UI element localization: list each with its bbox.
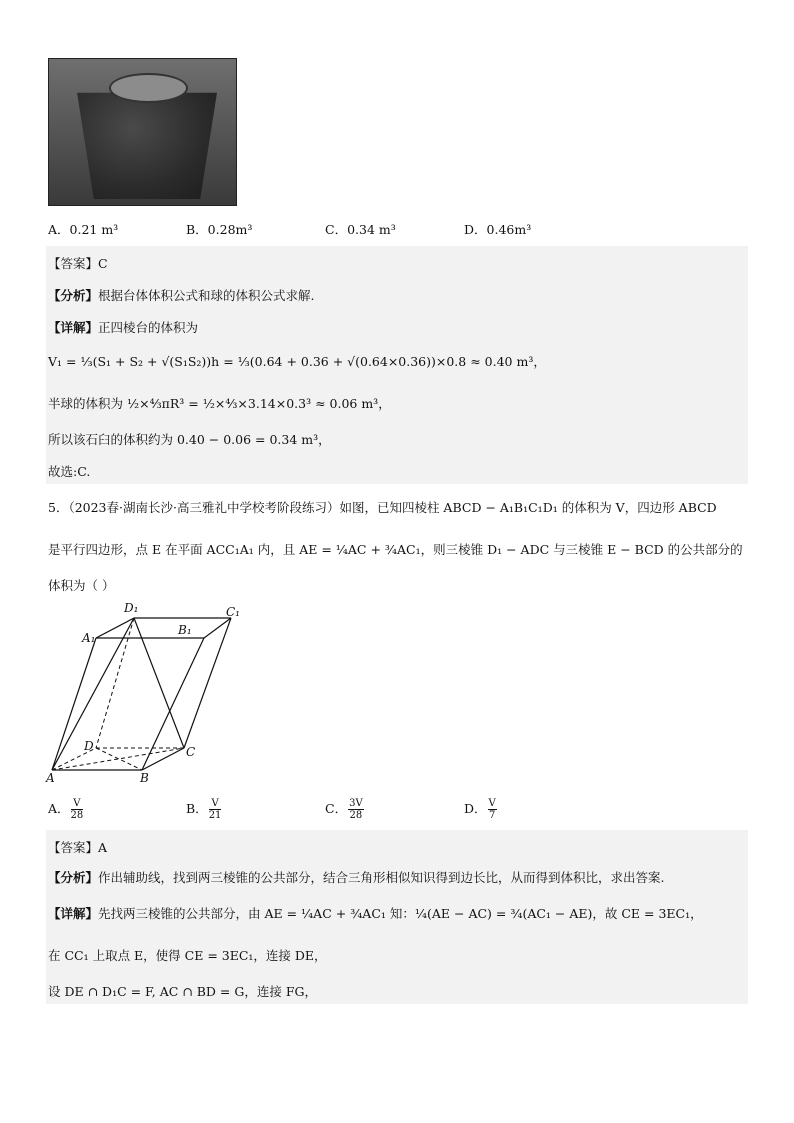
q5-option-a-num: V	[71, 798, 84, 810]
q4-analysis-text: 根据台体体积公式和球的体积公式求解.	[98, 288, 315, 303]
q4-answer: 【答案】C	[48, 256, 108, 271]
q4-option-b: B．0.28m³	[186, 222, 253, 237]
label-d1: D₁	[124, 601, 139, 615]
q5-stem-line3: 体积为（ ）	[48, 578, 115, 593]
q5-analysis	[48, 868, 665, 886]
q5-option-b-letter: B．	[186, 801, 208, 816]
label-a1: A₁	[82, 631, 96, 645]
stone-mortar-photo	[48, 58, 237, 206]
label-b1: B₁	[178, 623, 192, 637]
q4-detail-text: 正四棱台的体积为	[98, 320, 199, 335]
q5-detail1-text: 先找两三棱锥的公共部分，由 AE = ¼AC + ¾AC₁ 知：¼(AE − AC) = ¾(AC₁ − AE)，故 CE = 3EC₁，	[98, 906, 703, 921]
q4-formula2: 半球的体积为 ½×⁴⁄₃πR³ = ½×⁴⁄₃×3.14×0.3³ ≈ 0.06 m³，	[48, 396, 391, 411]
q5-option-c-num: 3V	[349, 798, 363, 809]
q4-analysis	[48, 286, 315, 304]
q5-detail-tag: 【详解】	[48, 906, 99, 921]
q4-option-d: D．0.46m³	[464, 222, 532, 237]
q5-option-b-num: V	[209, 798, 222, 810]
q5-detail2: 在 CC₁ 上取点 E，使得 CE = 3EC₁，连接 DE，	[48, 948, 327, 963]
q5-option-d-letter: D．	[464, 801, 487, 816]
q5-option-a-letter: A．	[48, 801, 70, 816]
q5-option-a-den: 28	[70, 810, 84, 821]
q5-option-d	[464, 798, 498, 821]
q5-option-c-den: 28	[349, 810, 363, 821]
q5-answer: 【答案】A	[48, 840, 108, 855]
q4-option-c: C．0.34 m³	[325, 222, 396, 237]
mortar-rim	[109, 73, 188, 103]
q5-option-d-den: 7	[488, 810, 496, 821]
q5-stem-line1: 5．（2023春·湖南长沙·高三雅礼中学校考阶段练习）如图，已知四棱柱 ABCD − A₁B₁C₁D₁ 的体积为 V，四边形 ABCD	[48, 500, 717, 515]
q5-option-b-den: 21	[208, 810, 222, 821]
q5-stem-line2: 是平行四边形，点 E 在平面 ACC₁A₁ 内，且 AE = ¼AC + ¾AC₁，则三棱锥 D₁ − ADC 与三棱锥 E − BCD 的公共部分的	[48, 542, 743, 557]
q4-options	[48, 220, 748, 242]
label-a: A	[46, 771, 55, 785]
q5-options	[48, 792, 748, 826]
q4-detail	[48, 318, 198, 336]
q4-detail-tag: 【详解】	[48, 320, 99, 335]
label-c: C	[186, 745, 196, 759]
label-b: B	[140, 771, 149, 785]
q5-option-b	[186, 798, 222, 821]
q4-formula1: V₁ = ⅓(S₁ + S₂ + √(S₁S₂))h = ⅓(0.64 + 0.36 + √(0.64×0.36))×0.8 ≈ 0.40 m³，	[48, 354, 546, 369]
q4-conclusion: 故选:C.	[48, 464, 91, 479]
q5-detail1	[48, 904, 703, 922]
label-c1: C₁	[226, 605, 240, 619]
q5-option-d-num: V	[488, 798, 496, 809]
prism-figure	[44, 598, 254, 788]
q4-formula3: 所以该石臼的体积约为 0.40 − 0.06 = 0.34 m³，	[48, 432, 331, 447]
q5-option-a	[48, 798, 84, 821]
q5-analysis-text: 作出辅助线，找到两三棱锥的公共部分，结合三角形相似知识得到边长比，从而得到体积比，求出答案.	[98, 870, 665, 885]
q5-analysis-tag: 【分析】	[48, 870, 99, 885]
q5-option-c	[325, 798, 365, 821]
q5-option-c-letter: C．	[325, 801, 348, 816]
q5-detail3: 设 DE ∩ D₁C = F, AC ∩ BD = G，连接 FG，	[48, 984, 317, 999]
edge-db-hidden	[96, 748, 142, 770]
q4-option-a: A．0.21 m³	[48, 222, 119, 237]
label-d: D	[84, 739, 94, 753]
q4-analysis-tag: 【分析】	[48, 288, 99, 303]
